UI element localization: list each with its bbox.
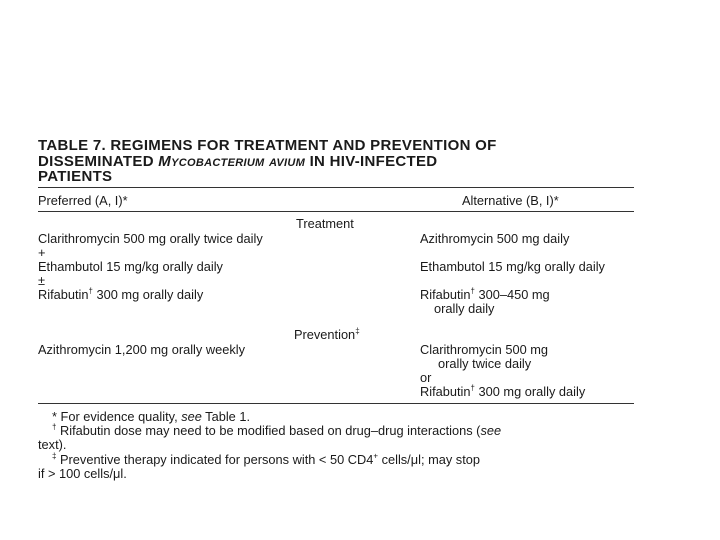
double-dagger-mark: ‡: [355, 326, 360, 336]
prevention-preferred-1: Azithromycin 1,200 mg orally weekly: [38, 342, 245, 357]
footnote-1: * For evidence quality, see Table 1.: [52, 409, 251, 424]
bottom-rule: [38, 403, 634, 404]
operator-plus: +: [38, 245, 46, 260]
footnote-2: † Rifabutin dose may need to be modified based on drug–drug interactions (see: [52, 422, 502, 438]
footnote-3: ‡ Preventive therapy indicated for persons with < 50 CD4+ cells/μl; may stop: [52, 451, 480, 467]
treatment-alternative-1: Azithromycin 500 mg daily: [420, 231, 570, 246]
header-preferred: Preferred (A, I)*: [38, 193, 128, 208]
organism-name: Mycobacterium avium: [158, 152, 306, 170]
title-line-1: TABLE 7. REGIMENS FOR TREATMENT AND PREVENTION OF: [38, 137, 497, 154]
footnote-3-cont: if > 100 cells/μl.: [38, 466, 127, 481]
treatment-preferred-2: Ethambutol 15 mg/kg orally daily: [38, 259, 223, 274]
treatment-alternative-2: Ethambutol 15 mg/kg orally daily: [420, 259, 605, 274]
prevention-alternative-1: Clarithromycin 500 mg: [420, 342, 549, 357]
prevention-alternative-1-cont: orally twice daily: [438, 356, 532, 371]
footnote-2-cont: text).: [38, 437, 67, 452]
top-rule: [38, 187, 634, 188]
section-prevention-heading: Prevention‡: [294, 326, 360, 342]
title-line-3: PATIENTS: [38, 168, 113, 185]
section-treatment-heading: Treatment: [296, 216, 354, 231]
title-line-2: DISSEMINATED Mycobacterium avium IN HIV-INFECTED: [38, 152, 438, 170]
dagger-mark: †: [470, 286, 475, 296]
dagger-mark: †: [52, 422, 57, 432]
header-alternative: Alternative (B, I)*: [462, 193, 559, 208]
dagger-mark: †: [470, 383, 475, 393]
table-title: [38, 138, 638, 185]
treatment-preferred-1: Clarithromycin 500 mg orally twice daily: [38, 231, 263, 246]
header-rule: [38, 211, 634, 212]
prevention-or: or: [420, 370, 432, 385]
treatment-preferred-3: Rifabutin† 300 mg orally daily: [38, 286, 204, 302]
treatment-alternative-3: Rifabutin† 300–450 mg: [420, 286, 550, 302]
treatment-alternative-3-cont: orally daily: [434, 301, 495, 316]
double-dagger-mark: ‡: [52, 451, 57, 461]
dagger-mark: †: [88, 286, 93, 296]
prevention-alternative-2: Rifabutin† 300 mg orally daily: [420, 383, 586, 399]
operator-plus-minus: ±: [38, 273, 46, 288]
